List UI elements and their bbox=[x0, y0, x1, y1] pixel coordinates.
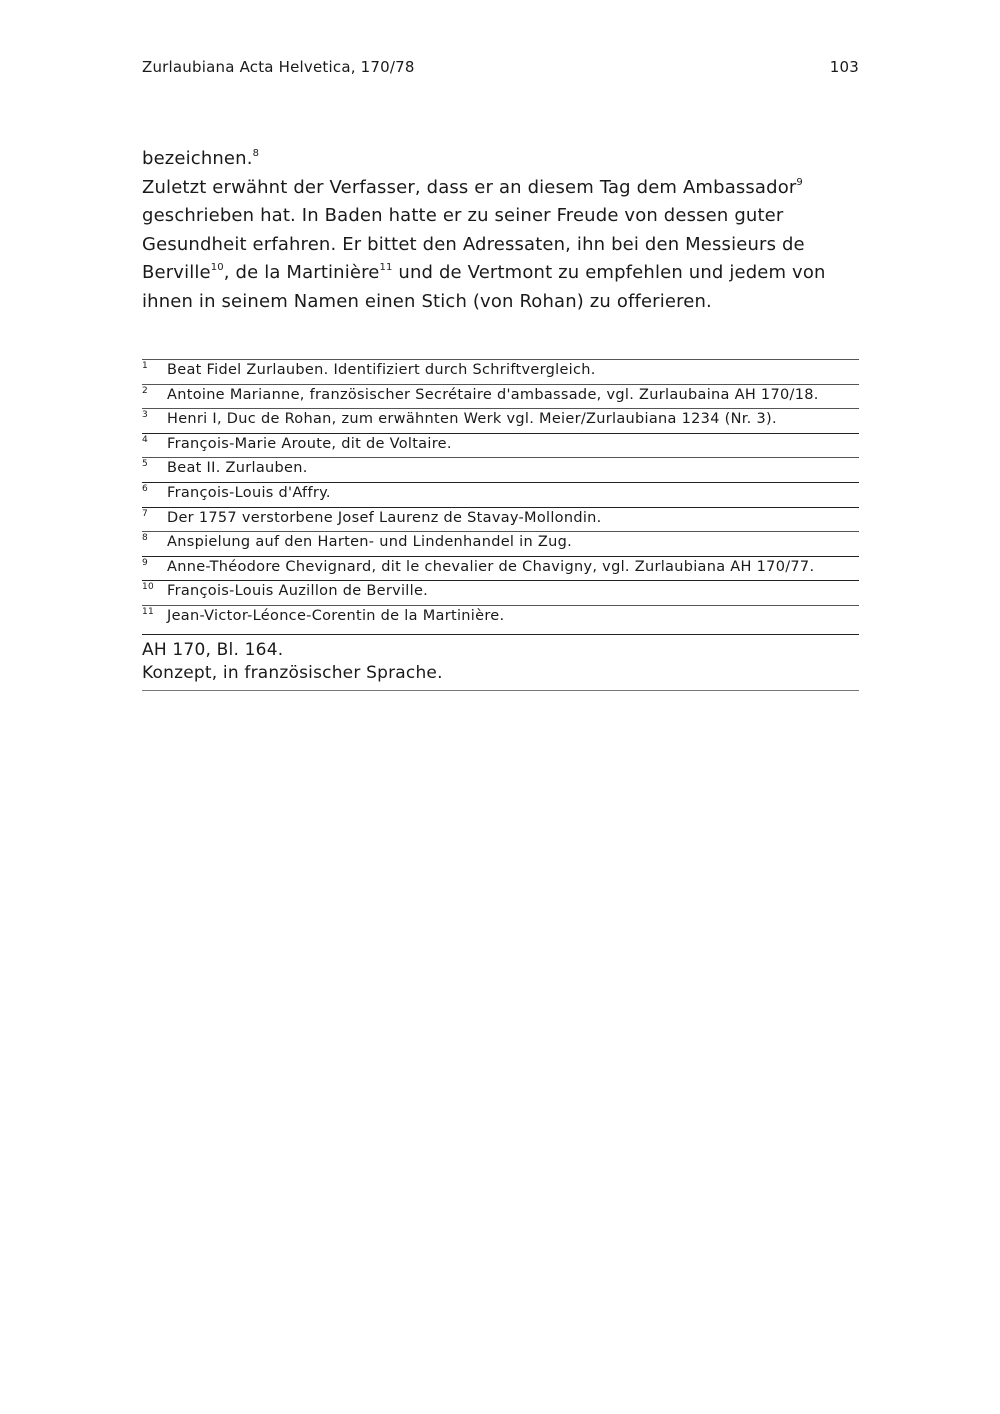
footnote-text: Anne-Théodore Chevignard, dit le chevalier de Chavigny, vgl. Zurlaubiana AH 170/77. bbox=[167, 558, 815, 575]
footnote bbox=[142, 385, 859, 410]
footnote bbox=[142, 532, 859, 557]
footnote-ref[interactable]: 9 bbox=[796, 176, 803, 188]
footnote-ref[interactable]: 8 bbox=[252, 148, 260, 159]
footnote-text: Der 1757 verstorbene Josef Laurenz de Stavay-Mollondin. bbox=[167, 509, 602, 526]
page-number: 103 bbox=[829, 58, 859, 76]
footnote-number: 3 bbox=[142, 410, 149, 421]
footnote bbox=[142, 434, 859, 459]
footnote-text: Beat Fidel Zurlauben. Identifiziert durch Schriftvergleich. bbox=[167, 362, 596, 378]
body-line: geschrieben hat. In Baden hatte er zu seiner Freude von dessen guter bbox=[142, 205, 784, 227]
footnote-text: Antoine Marianne, französischer Secrétaire d'ambassade, vgl. Zurlaubaina AH 170/18. bbox=[167, 386, 819, 403]
footnote-text: Beat II. Zurlauben. bbox=[167, 460, 308, 477]
footnote-number: 4 bbox=[142, 434, 149, 445]
footnote-number: 9 bbox=[142, 557, 149, 568]
footnote bbox=[142, 581, 859, 606]
source-reference: AH 170, Bl. 164. bbox=[142, 640, 284, 660]
footnote-text: Jean-Victor-Léonce-Corentin de la Martinière. bbox=[167, 607, 505, 624]
footnote-number: 8 bbox=[142, 533, 149, 544]
footnote-number: 1 bbox=[142, 361, 149, 371]
body-line: bezeichnen.$^8$ bbox=[142, 148, 260, 169]
body-text bbox=[142, 145, 859, 317]
footnote bbox=[142, 409, 859, 434]
footnote-text: Anspielung auf den Harten- und Lindenhandel in Zug. bbox=[167, 534, 573, 551]
running-header bbox=[142, 58, 859, 80]
footnote bbox=[142, 606, 859, 630]
body-line: Berville$^{10}$, de la Martinière$^{11}$ und de Vertmont zu empfehlen und jedem von bbox=[142, 262, 826, 284]
body-line: Gesundheit erfahren. Er bittet den Adressaten, ihn bei den Messieurs de bbox=[142, 233, 805, 255]
footnote-ref[interactable]: 10 bbox=[210, 262, 224, 274]
footnote bbox=[142, 458, 859, 483]
footnote-text: François-Louis d'Affry. bbox=[167, 484, 331, 501]
footnote-text: Henri I, Duc de Rohan, zum erwähnten Werk vgl. Meier/Zurlaubiana 1234 (Nr. 3). bbox=[167, 411, 777, 428]
footnote-number: 2 bbox=[142, 385, 149, 396]
footnote-text: François-Marie Aroute, dit de Voltaire. bbox=[167, 435, 452, 452]
footnote-ref[interactable]: 11 bbox=[379, 262, 393, 274]
body-line: Zuletzt erwähnt der Verfasser, dass er an diesem Tag dem Ambassador$^9$ bbox=[142, 176, 803, 198]
footnote-number: 5 bbox=[142, 459, 149, 470]
source-description: Konzept, in französischer Sprache. bbox=[142, 663, 443, 683]
footnote-text: François-Louis Auzillon de Berville. bbox=[167, 583, 429, 600]
footnote-number: 11 bbox=[142, 606, 155, 617]
footnote-number: 10 bbox=[142, 582, 155, 593]
footnote bbox=[142, 483, 859, 508]
body-line: ihnen in seinem Namen einen Stich (von Rohan) zu offerieren. bbox=[142, 290, 712, 312]
source-note bbox=[142, 634, 859, 691]
footnotes-list bbox=[142, 359, 859, 630]
footnote-number: 6 bbox=[142, 483, 149, 494]
footnote-number: 7 bbox=[142, 508, 149, 519]
header-title: Zurlaubiana Acta Helvetica, 170/78 bbox=[142, 58, 415, 76]
footnote bbox=[142, 360, 859, 385]
footnote bbox=[142, 557, 859, 582]
footnote bbox=[142, 508, 859, 533]
